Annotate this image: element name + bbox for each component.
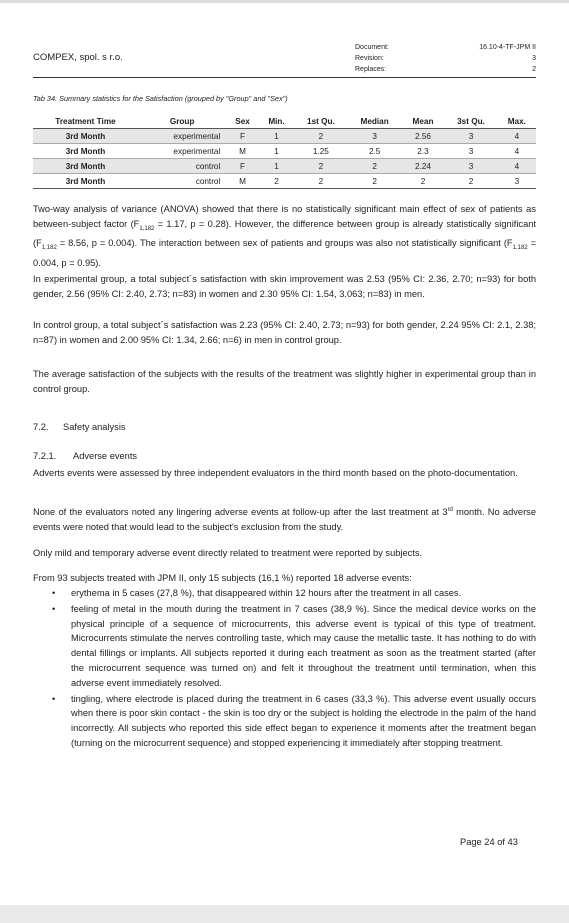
company-name: COMPEX, spol. s r.o.	[33, 52, 123, 63]
bullet-icon: •	[52, 693, 56, 704]
table-cell: M	[239, 176, 246, 186]
table-cell: F	[226, 159, 259, 174]
section-number: 7.2.1.	[33, 451, 57, 461]
table-caption: Tab 34. Summary statistics for the Satisfaction (grouped by "Group" and "Sex")	[33, 94, 288, 103]
control-paragraph: In control group, a total subject´s satisfaction was 2.23 (95% CI: 2.40, 2.73; n=93) for both gender, 2.24 95% CI: 2.1, 2.38; n=87) in women and 2.00 95% CI: 1.34, 2.66; n=6) in men in control group.	[33, 320, 536, 345]
table-cell: 3	[468, 146, 474, 156]
experimental-paragraph: In experimental group, a total subject´s satisfaction with skin improvement was 2.53 (95% CI: 2.36, 2.70; n=93) for both gender, 2.56 (95% CI: 2.40, 2.73; n=83) in women and 2.30 95% CI: 1.54, 3.063; n=83) in men.	[33, 274, 536, 299]
column-header: Max.	[507, 117, 526, 126]
table-cell: 3	[444, 129, 497, 144]
table-cell: 3rd Month	[33, 159, 138, 174]
table-cell: 2	[348, 159, 402, 174]
subscript: 1,182	[512, 245, 528, 252]
section-number: 7.2.	[33, 422, 49, 432]
revision-label: Revision:	[355, 55, 384, 62]
table-cell: 4	[498, 159, 536, 174]
table-cell: 3rd Month	[33, 129, 138, 144]
document-header	[33, 40, 536, 78]
text-run: Two-way analysis of variance (ANOVA) showed that there is no statistically significant main effect of sex of patients as between-subject factor (F	[33, 204, 536, 229]
table-cell: 4	[498, 129, 536, 144]
column-header: Treatment Time	[55, 117, 116, 126]
summary-table	[33, 115, 536, 189]
text-run: None of the evaluators noted any lingering adverse events at follow-up after the last treatment at 3	[33, 507, 448, 518]
table-cell: 2.56	[402, 129, 445, 144]
anova-paragraph	[33, 202, 536, 271]
table-header-row	[33, 115, 536, 129]
table-cell: 2.24	[402, 159, 445, 174]
list-item	[33, 602, 536, 691]
table-cell: 2	[294, 159, 347, 174]
table-cell: M	[239, 146, 246, 156]
column-header: Median	[360, 117, 389, 126]
list-item	[33, 692, 536, 751]
subscript: 1,182	[139, 225, 155, 232]
replaces-value: 2	[532, 66, 536, 73]
section-heading-7-2-1	[33, 451, 137, 461]
table-row	[33, 129, 536, 144]
table-cell: F	[226, 129, 259, 144]
subscript: 1,182	[41, 245, 57, 252]
table-cell: 1.25	[312, 146, 329, 156]
list-item-text: tingling, where electrode is placed during the treatment in 6 cases (33,3 %). This adverse event usually occurs when there is poor skin contact - the skin is too dry or the subject is holding the electrode in the palm of the hand incorrectly. All subjects who reported this side effect began to experience it moments after the treatment began (turning on the microcurrent sequence) and stopped experiencing it immediately after stopping treatment.	[71, 693, 536, 748]
page-bottom-edge	[0, 905, 569, 923]
from-subjects-paragraph: From 93 subjects treated with JPM II, only 15 subjects (16,1 %) reported 18 adverse events:	[33, 573, 412, 583]
section-heading-7-2	[33, 422, 126, 432]
table-cell: 2.3	[417, 146, 429, 156]
page-number: Page 24 of 43	[460, 837, 518, 847]
text-run: = 0.004, p = 0.95).	[33, 238, 536, 269]
table-cell: 2	[318, 176, 324, 186]
table-row	[33, 144, 536, 159]
section-title: Safety analysis	[63, 422, 126, 432]
superscript: rd	[447, 507, 453, 513]
column-header: 1st Qu.	[307, 117, 335, 126]
table-cell: 2.5	[368, 146, 381, 156]
table-row	[33, 159, 536, 174]
table-cell: 2	[372, 176, 377, 186]
table-cell: 2	[468, 176, 474, 186]
header-labels	[355, 42, 389, 75]
table-cell: 3rd Month	[65, 146, 106, 156]
document-value: 16.10-4-TF-JPM II	[479, 44, 536, 51]
table-cell: 2	[294, 129, 347, 144]
adverse-event-list	[33, 586, 536, 752]
section-title: Adverse events	[73, 451, 138, 461]
bullet-icon: •	[52, 588, 56, 598]
table-cell: 2	[420, 176, 426, 186]
table-cell: 1	[259, 159, 294, 174]
column-header: 3st Qu.	[457, 117, 485, 126]
table-cell: 4	[514, 146, 520, 156]
table-cell: 1	[259, 129, 294, 144]
average-paragraph: The average satisfaction of the subjects with the results of the treatment was slightly higher in experimental group than in control group.	[33, 369, 536, 394]
column-header: Sex	[235, 117, 250, 126]
text-run: = 1.17, p = 0.28). However, the difference between group is already statistically significant (F	[33, 218, 536, 249]
table-cell: experimental	[173, 146, 221, 156]
table-cell: 3	[514, 176, 520, 186]
text-run: month. No adverse events were noted that would lead to the subject's exclusion from the study.	[33, 507, 536, 532]
none-noted-paragraph	[33, 503, 536, 535]
table-cell: control	[138, 159, 226, 174]
header-divider	[33, 77, 536, 78]
column-header: Min.	[268, 117, 285, 126]
column-header: Mean	[412, 117, 434, 126]
table-cell: 3rd Month	[65, 176, 106, 186]
text-run: = 8.56, p = 0.004). The interaction between sex of patients and groups was also not statistically significant (F	[56, 238, 513, 249]
document-label: Document:	[355, 44, 389, 51]
table-cell: experimental	[138, 129, 226, 144]
list-item-text: erythema in 5 cases (27,8 %), that disappeared within 12 hours after the treatment in all cases.	[71, 588, 462, 598]
mild-events-paragraph: Only mild and temporary adverse event directly related to treatment were reported by subjects.	[33, 548, 423, 558]
header-values	[479, 42, 536, 75]
table-cell: 3	[444, 159, 497, 174]
column-header: Group	[169, 117, 195, 126]
list-item	[33, 586, 536, 601]
table-cell: 2	[274, 176, 279, 186]
revision-value: 3	[532, 55, 536, 62]
table-row	[33, 174, 536, 189]
page-top-edge	[0, 0, 569, 3]
adverts-paragraph: Adverts events were assessed by three independent evaluators in the third month based on the photo-documentation.	[33, 468, 518, 478]
replaces-label: Replaces:	[355, 66, 387, 73]
table-cell: control	[195, 176, 221, 186]
table-cell: 1	[274, 146, 279, 156]
table-cell: 3	[348, 129, 402, 144]
bullet-icon: •	[52, 603, 56, 614]
list-item-text: feeling of metal in the mouth during the treatment in 7 cases (38,9 %). Since the medical device works on the physical principle of a sequence of microcurrents, this adverse event is typical of this type of treatment. Microcurrents stimulate the nerves controlling taste, which may cause the metallic taste. It has nothing to do with dental fillings or implants. All subjects reported it during each treatment as soon as the treatment started (after the microcurrent sequence was turned on) and felt it throughout the treatment until termination, when this adverse event immediately resolved.	[71, 603, 536, 688]
